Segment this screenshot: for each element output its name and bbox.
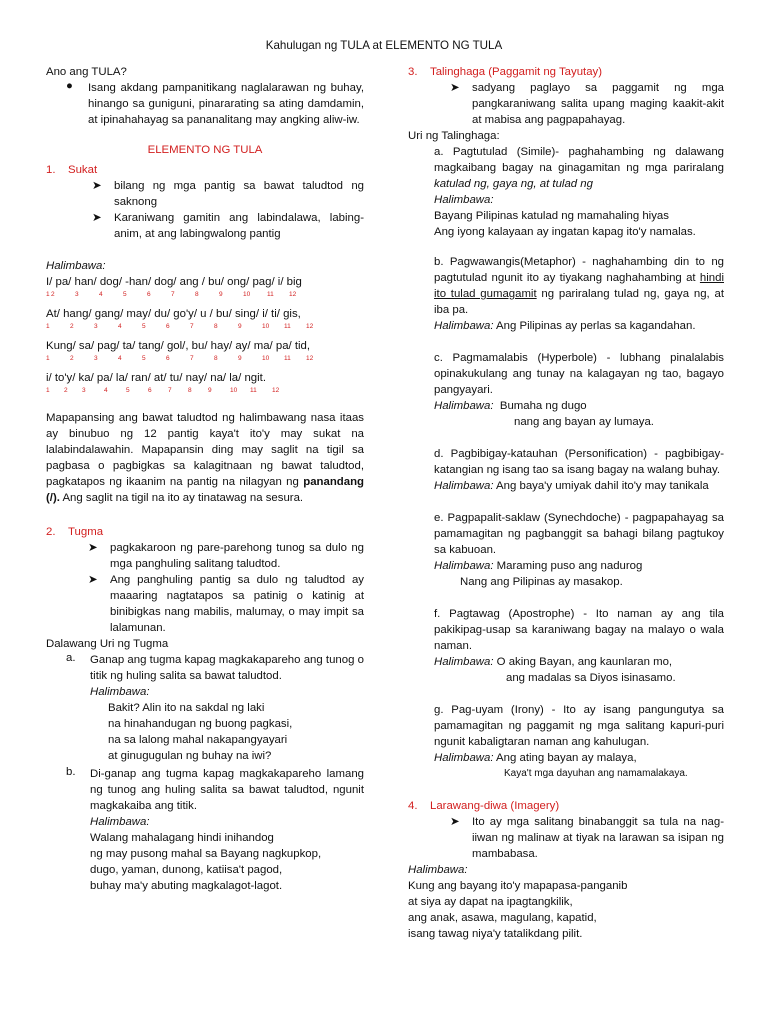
item-head: e. Pagpapalit-saklaw (Synechdoche) <box>434 512 621 524</box>
tugma-a-text: Ganap ang tugma kapag magkakapareho ang tunog o titik ng huling salita sa bawat taludtod. <box>90 654 364 682</box>
arrow-bullet-icon: ➤ <box>92 180 102 192</box>
verse-line: Walang mahalagang hindi inihandog <box>90 832 274 844</box>
sukat-paragraph <box>46 410 364 506</box>
larawang-label: Larawang-diwa (Imagery) <box>430 800 560 812</box>
tugma-b <box>46 766 364 814</box>
item-halimbawa: Halimbawa: <box>434 560 494 572</box>
sukat-bullet-text: bilang ng mga pantig sa bawat taludtod ng saknong <box>114 180 364 208</box>
arrow-bullet-icon: ➤ <box>92 212 102 224</box>
talinghaga-heading <box>408 64 724 80</box>
item-example: Ang baya'y umiyak dahil ito'y may tanikala <box>493 480 709 492</box>
verse-line: ng may pusong mahal sa Bayang nagkupkop, <box>90 848 322 860</box>
tugma-a-mark: a. <box>66 652 76 664</box>
verse-line: at ginugugulan ng buhay na iwi? <box>108 750 272 762</box>
arrow-bullet-icon: ➤ <box>450 82 460 94</box>
item-halimbawa: Halimbawa: <box>434 400 494 412</box>
item-desc: - naghahambing din to ng pagtutulad ngunit ito ay tiyakang naghahambing at <box>434 256 724 284</box>
left-column <box>46 64 364 894</box>
bullet-dot-icon: ● <box>66 80 73 92</box>
tugma-a-halimbawa: Halimbawa: <box>90 686 150 698</box>
talinghaga-bullet-text: sadyang paglayo sa paggamit ng mga pangkaraniwang salita upang maging kaakit-akit at mabisa ang pagpapahayag. <box>472 82 724 126</box>
item-example-cont: Kaya't mga dayuhan ang namamalakaya. <box>504 768 688 779</box>
tugma-label: Tugma <box>68 526 104 538</box>
verse-line: At/ hang/ gang/ may/ du/ go'y/ u / bu/ sing/ i/ ti/ gis, <box>46 308 301 320</box>
item-head: f. Pagtawag (Apostrophe) <box>434 608 575 620</box>
tugma-b-text: Di-ganap ang tugma kapag magkakapareho lamang ng tunog ang huling salita sa bawat taludtod, ngunit magkakaiba ang titik. <box>90 768 364 812</box>
item-desc: - Ito ay isang pangungutya sa pamamagitan ng paggamit ng mga salitang kapuri-puri ngunit kabaligtaran naman ang kahulugan. <box>434 704 724 748</box>
item-desc-underline: hindi ito tulad gumagamit <box>434 272 724 300</box>
item-head: b. Pagwawangis(Metaphor) <box>434 256 576 268</box>
arrow-bullet-icon: ➤ <box>88 574 98 586</box>
item-personification <box>434 446 724 478</box>
verse-line: I/ pa/ han/ dog/ -han/ dog/ ang / bu/ ong/ pag/ i/ big <box>46 276 302 288</box>
item-example-cont: ang madalas sa Diyos isinasamo. <box>506 672 676 684</box>
tugma-bullet-1 <box>46 540 364 572</box>
item-example: Maraming puso ang nadurog <box>493 560 643 572</box>
verse-line: isang tawag niya'y tatalikdang pilit. <box>408 928 583 940</box>
item-desc: - lubhang pinalalabis opinakukulang ang tunay na kalagayan ng tao, bagayo pangyayari. <box>434 352 725 396</box>
talinghaga-items <box>408 144 724 782</box>
arrow-bullet-icon: ➤ <box>450 816 460 828</box>
sukat-paragraph-text-2: Ang saglit na tigil na ito ay tinatawag na sesura. <box>59 492 304 504</box>
sukat-paragraph-text: Mapapansing ang bawat taludtod ng halimbawang nasa itaas ay binubuo ng 12 pantig kaya't ito'y may sukat na lalabindalawahin. Mapapansin ding may saglit na tigil sa pagbasa o pagbigkas sa kalagitnaan ng bawat taludtod, pagkatapos ng ikaanim na pantig na nilagyan ng <box>46 412 364 488</box>
item-simile <box>434 144 724 192</box>
sukat-heading <box>46 162 364 178</box>
item-hyperbole <box>434 350 724 398</box>
verse-line: at siya ay dapat na ipagtangkilik, <box>408 896 573 908</box>
item-desc: - pagpapahayag sa pamamagitan ng pagbanggit sa bahagi bilang pagtukoy sa kabuoan. <box>434 512 724 556</box>
sukat-halimbawa: Halimbawa: <box>46 260 106 272</box>
syllable-count-row: 1 2 3 4 5 6 7 8 9 10 11 12 <box>46 323 314 330</box>
item-halimbawa: Halimbawa: <box>434 752 494 764</box>
item-apostrophe <box>434 606 724 654</box>
item-desc: - Ito naman ay ang tila pakikipag-usap sa karaniwang bagay na malayo o wala naman. <box>434 608 725 652</box>
verse-line: na hinahandugan ng buong pagkasi, <box>108 718 293 730</box>
tugma-b-mark: b. <box>66 766 76 778</box>
syllable-count-row: 12 3 4 5 6 7 8 9 10 11 12 <box>46 291 297 298</box>
tugma-bullet-text: Ang panghuling pantig sa dulo ng taludtod ay maaaring nagtatapos sa patinig o katinig at binibigkas nang mabilis, malumay, o may impit sa lalamunan. <box>110 574 364 634</box>
tugma-b-halimbawa: Halimbawa: <box>90 816 150 828</box>
right-column <box>408 64 724 942</box>
verse-line: dugo, yaman, dunong, katiisa't pagod, <box>90 864 283 876</box>
item-example-row <box>434 478 724 494</box>
verse-line: i/ to'y/ ka/ pa/ la/ ran/ at/ tu/ nay/ na/ la/ ngit. <box>46 372 266 384</box>
item-desc-italic: katulad ng, gaya ng, at tulad ng <box>434 178 593 190</box>
verse-line: buhay ma'y abuting magkalagot-lagot. <box>90 880 283 892</box>
uri-tugma-heading: Dalawang Uri ng Tugma <box>46 638 169 650</box>
ano-heading: Ano ang TULA? <box>46 66 127 78</box>
item-head: c. Pagmamalabis (Hyperbole) <box>434 352 597 364</box>
talinghaga-num: 3. <box>408 66 418 78</box>
tugma-a <box>46 652 364 684</box>
sukat-num: 1. <box>46 164 56 176</box>
verse-line: na sa lalong mahal nakapangyayari <box>108 734 288 746</box>
verse-line: Kung/ sa/ pag/ ta/ tang/ gol/, bu/ hay/ ay/ ma/ pa/ tid, <box>46 340 311 352</box>
tugma-a-verse <box>46 700 364 764</box>
page-title: Kahulugan ng TULA at ELEMENTO NG TULA <box>265 39 503 52</box>
item-example-row <box>434 318 724 334</box>
panandang-text: panandang (/). <box>46 476 364 504</box>
item-halimbawa: Halimbawa: <box>434 656 494 668</box>
sukat-bullet-1 <box>46 178 364 210</box>
item-example: Ang iyong kalayaan ay ingatan kapag ito'y namalas. <box>434 226 696 238</box>
item-example-row <box>434 558 724 574</box>
verse-block <box>46 274 364 396</box>
larawang-num: 4. <box>408 800 418 812</box>
item-desc: - pagbibigay-katangian ng isang tao sa isang bagay na walang buhay. <box>434 448 724 476</box>
verse-line: Bakit? Alin ito na sakdal ng laki <box>108 702 265 714</box>
syllable-count-row: 1 2 3 4 5 6 7 8 9 10 11 12 <box>46 355 314 362</box>
item-example: Ang Pilipinas ay perlas sa kagandahan. <box>493 320 696 332</box>
item-example: O aking Bayan, ang kaunlaran mo, <box>493 656 673 668</box>
verse-line: Kung ang bayang ito'y mapapasa-panganib <box>408 880 628 892</box>
item-example-row <box>434 750 724 766</box>
item-head: d. Pagbibigay-katauhan (Personification) <box>434 448 648 460</box>
item-irony <box>434 702 724 750</box>
item-halimbawa: Halimbawa: <box>434 194 494 206</box>
talinghaga-label: Talinghaga (Paggamit ng Tayutay) <box>430 66 603 78</box>
item-head: g. Pag-uyam (Irony) <box>434 704 544 716</box>
item-example-row <box>434 654 724 670</box>
larawang-bullet <box>408 814 724 862</box>
larawang-halimbawa: Halimbawa: <box>408 864 468 876</box>
item-synechdoche <box>434 510 724 558</box>
item-example: Bumaha ng dugo <box>493 400 587 412</box>
item-example-row <box>434 398 724 414</box>
item-metaphor <box>434 254 724 318</box>
larawang-heading <box>408 798 724 814</box>
item-example: Bayang Pilipinas katulad ng mamahaling hiyas <box>434 210 669 222</box>
ano-bullet <box>46 80 364 128</box>
verse-line: ang anak, asawa, magulang, kapatid, <box>408 912 597 924</box>
item-desc-end: ng pariralang tulad ng, gaya ng, at iba pa. <box>434 288 724 316</box>
uri-talinghaga-heading: Uri ng Talinghaga: <box>408 130 500 142</box>
sukat-bullet-text: Karaniwang gamitin ang labindalawa, labing-anim, at ang labingwalong pantig <box>114 212 364 240</box>
item-halimbawa: Halimbawa: <box>434 480 494 492</box>
talinghaga-bullet <box>408 80 724 128</box>
larawang-bullet-text: Ito ay mga salitang binabanggit sa tula na nag-iiwan ng malinaw at tiyak na larawan sa isipan ng mambabasa. <box>472 816 724 860</box>
tugma-bullet-text: pagkakaroon ng pare-parehong tunog sa dulo ng mga panghuling salitang taludtod. <box>110 542 364 570</box>
tugma-b-verse <box>46 830 364 894</box>
tugma-num: 2. <box>46 526 56 538</box>
arrow-bullet-icon: ➤ <box>88 542 98 554</box>
sukat-bullet-2 <box>46 210 364 242</box>
item-example-cont: Nang ang Pilipinas ay masakop. <box>460 576 623 588</box>
item-example: Ang ating bayan ay malaya, <box>493 752 637 764</box>
item-head: a. Pagtutulad (Simile) <box>434 146 556 158</box>
sukat-label: Sukat <box>68 164 98 176</box>
ano-text: Isang akdang pampanitikang naglalarawan ng buhay, hinango sa guniguni, pinararating sa ating damdamin, at ipinahahayag sa pananalitang may angking aliw-iw. <box>88 82 364 126</box>
syllable-count-row: 1 2 3 4 5 6 7 8 9 10 11 12 <box>46 387 280 394</box>
item-desc: - paghahambing ng dalawang magkaibang bagay na ginagamitan ng mga pariralang <box>434 146 724 174</box>
tugma-bullet-2 <box>46 572 364 636</box>
item-example-cont: nang ang bayan ay lumaya. <box>514 416 654 428</box>
elemento-heading: ELEMENTO NG TULA <box>147 144 263 156</box>
tugma-heading <box>46 524 364 540</box>
item-halimbawa: Halimbawa: <box>434 320 494 332</box>
